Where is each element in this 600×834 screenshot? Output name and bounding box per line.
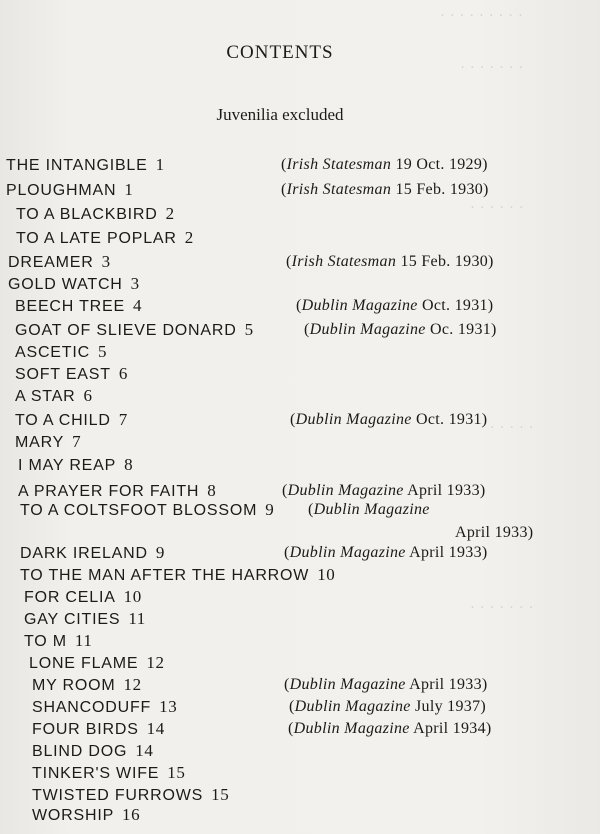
poem-title: TO A BLACKBIRD bbox=[16, 206, 158, 223]
poem-title: SOFT EAST bbox=[15, 366, 111, 383]
publication-date: 15 Feb. 1930) bbox=[400, 253, 494, 270]
page-number: 1 bbox=[124, 180, 134, 199]
publication-name: Irish Statesman bbox=[291, 253, 397, 270]
page-number: 2 bbox=[184, 228, 194, 247]
toc-entry bbox=[20, 500, 274, 521]
publication-date: Oct. 1931) bbox=[416, 411, 488, 428]
page-number: 6 bbox=[118, 364, 128, 383]
toc-entry bbox=[20, 565, 335, 586]
toc-entry bbox=[16, 204, 175, 225]
open-paren: ( bbox=[286, 253, 292, 270]
toc-entry bbox=[32, 741, 153, 762]
publication-source bbox=[282, 481, 486, 501]
poem-title: FOUR BIRDS bbox=[32, 721, 139, 738]
open-paren: ( bbox=[284, 676, 290, 693]
page-number: 4 bbox=[132, 296, 143, 315]
page-number: 12 bbox=[123, 675, 142, 694]
poem-title: WORSHIP bbox=[32, 807, 115, 824]
page-number: 8 bbox=[207, 481, 217, 500]
publication-name: Dublin Magazine bbox=[309, 321, 426, 338]
toc-entry bbox=[24, 631, 92, 652]
publication-source bbox=[284, 675, 488, 695]
page-number: 7 bbox=[118, 410, 128, 429]
poem-title: TO M bbox=[24, 633, 67, 650]
poem-title: MARY bbox=[15, 434, 65, 451]
publication-date: April 1933) bbox=[409, 544, 488, 561]
publication-name: Dublin Magazine bbox=[287, 482, 404, 499]
poem-title: MY ROOM bbox=[32, 677, 116, 694]
publication-name: Dublin Magazine bbox=[289, 544, 406, 561]
page-number: 5 bbox=[244, 320, 254, 339]
open-paren: ( bbox=[290, 411, 296, 428]
open-paren: ( bbox=[282, 482, 288, 499]
show-through-text: · · · · · · bbox=[480, 420, 535, 436]
poem-title: PLOUGHMAN bbox=[6, 182, 117, 199]
publication-source bbox=[304, 320, 497, 340]
toc-entry bbox=[32, 675, 142, 696]
poem-title: LONE FLAME bbox=[29, 655, 139, 672]
toc-entry bbox=[32, 719, 165, 740]
poem-title: THE INTANGIBLE bbox=[6, 157, 148, 174]
poem-title: GOLD WATCH bbox=[8, 276, 123, 293]
open-paren: ( bbox=[281, 156, 287, 173]
page-number: 2 bbox=[165, 204, 175, 223]
open-paren: ( bbox=[304, 321, 310, 338]
toc-entry bbox=[15, 342, 107, 363]
toc-entry bbox=[29, 653, 165, 674]
publication-source bbox=[288, 719, 492, 739]
toc-entry bbox=[6, 180, 133, 201]
publication-date: April 1934) bbox=[413, 720, 492, 737]
page-number: 9 bbox=[265, 500, 275, 519]
page-number: 3 bbox=[101, 252, 111, 271]
publication-name: Dublin Magazine bbox=[293, 720, 410, 737]
toc-entry bbox=[15, 364, 128, 385]
poem-title: ASCETIC bbox=[15, 344, 90, 361]
open-paren: ( bbox=[308, 501, 314, 518]
poem-title: TO THE MAN AFTER THE HARROW bbox=[20, 567, 310, 584]
toc-entry bbox=[15, 410, 128, 431]
page-number: 15 bbox=[167, 763, 186, 782]
toc-entry bbox=[32, 763, 185, 784]
page-number: 6 bbox=[83, 386, 93, 405]
poem-title: GAY CITIES bbox=[24, 611, 121, 628]
publication-name: Irish Statesman bbox=[286, 181, 392, 198]
page-subtitle: Juvenilia excluded bbox=[216, 105, 344, 124]
toc-entry bbox=[16, 228, 194, 249]
page-number: 8 bbox=[124, 455, 134, 474]
publication-date: 19 Oct. 1929) bbox=[395, 156, 488, 173]
open-paren: ( bbox=[281, 181, 287, 198]
page-number: 14 bbox=[135, 741, 154, 760]
publication-date: April 1933) bbox=[409, 676, 488, 693]
poem-title: TO A COLTSFOOT BLOSSOM bbox=[20, 502, 258, 519]
poem-title: TINKER'S WIFE bbox=[32, 765, 160, 782]
poem-title: GOAT OF SLIEVE DONARD bbox=[15, 322, 237, 339]
page-number: 9 bbox=[155, 543, 165, 562]
page-number: 3 bbox=[130, 274, 140, 293]
publication-date: 15 Feb. 1930) bbox=[395, 181, 489, 198]
page-number: 13 bbox=[159, 697, 178, 716]
show-through-text: · · · · · · · bbox=[460, 60, 524, 76]
toc-entry bbox=[15, 432, 81, 453]
page-number: 14 bbox=[146, 719, 165, 738]
open-paren: ( bbox=[288, 720, 294, 737]
publication-source bbox=[284, 543, 488, 563]
poem-title: DARK IRELAND bbox=[20, 545, 148, 562]
publication-date: July 1937) bbox=[415, 698, 486, 715]
page-number: 12 bbox=[146, 653, 165, 672]
poem-title: TO A CHILD bbox=[15, 412, 111, 429]
poem-title: BEECH TREE bbox=[15, 298, 125, 315]
page-number: 15 bbox=[211, 785, 230, 804]
page-number: 7 bbox=[72, 432, 82, 451]
show-through-text: · · · · · · · bbox=[470, 600, 534, 616]
poem-title: DREAMER bbox=[8, 254, 94, 271]
toc-entry bbox=[24, 587, 142, 608]
publication-date: Oct. 1931) bbox=[422, 297, 494, 314]
poem-title: FOR CELIA bbox=[24, 589, 116, 606]
publication-name: Dublin Magazine bbox=[295, 411, 412, 428]
open-paren: ( bbox=[296, 297, 302, 314]
toc-entry bbox=[8, 274, 140, 295]
publication-source bbox=[286, 252, 494, 272]
publication-source bbox=[290, 410, 487, 430]
publication-source bbox=[296, 296, 493, 316]
page-number: 11 bbox=[128, 609, 146, 628]
page-number: 5 bbox=[97, 342, 108, 361]
publication-name: Dublin Magazine bbox=[294, 698, 411, 715]
toc-entry bbox=[20, 543, 165, 564]
poem-title: TO A LATE POPLAR bbox=[16, 230, 177, 247]
page-number: 16 bbox=[122, 805, 141, 824]
page-number: 11 bbox=[74, 631, 93, 650]
poem-title: I MAY REAP bbox=[18, 457, 117, 474]
poem-title: A PRAYER FOR FAITH bbox=[18, 483, 200, 500]
toc-entry bbox=[24, 609, 146, 630]
page-number: 10 bbox=[123, 587, 142, 606]
publication-name: Dublin Magazine bbox=[313, 501, 430, 518]
toc-entry bbox=[15, 320, 254, 341]
publication-source bbox=[281, 155, 488, 175]
publication-name: Irish Statesman bbox=[286, 156, 392, 173]
poem-title: BLIND DOG bbox=[32, 743, 128, 760]
show-through-text: · · · · · · bbox=[470, 200, 525, 216]
toc-entry bbox=[15, 296, 142, 317]
toc-entry bbox=[18, 455, 133, 476]
toc-entry bbox=[6, 155, 165, 176]
page-number: 1 bbox=[155, 155, 165, 174]
publication-source bbox=[289, 697, 486, 717]
publication-date-continued: April 1933) bbox=[455, 524, 534, 541]
toc-entry bbox=[32, 697, 177, 718]
publication-source bbox=[281, 180, 489, 200]
publication-date: Oc. 1931) bbox=[430, 321, 497, 338]
publication-date: April 1933) bbox=[407, 482, 486, 499]
toc-entry bbox=[15, 386, 93, 407]
poem-title: A STAR bbox=[15, 388, 76, 405]
publication-name: Dublin Magazine bbox=[289, 676, 406, 693]
open-paren: ( bbox=[289, 698, 295, 715]
toc-entry bbox=[32, 785, 229, 806]
open-paren: ( bbox=[284, 544, 290, 561]
toc-entry bbox=[18, 481, 216, 502]
publication-name: Dublin Magazine bbox=[301, 297, 418, 314]
poem-title: SHANCODUFF bbox=[32, 699, 152, 716]
page-title: CONTENTS bbox=[226, 42, 334, 63]
poem-title: TWISTED FURROWS bbox=[32, 787, 204, 804]
toc-entry bbox=[8, 252, 111, 273]
publication-source bbox=[308, 500, 430, 520]
show-through-text: · · · · · · · · · bbox=[440, 8, 524, 24]
page-number: 10 bbox=[317, 565, 336, 584]
toc-entry bbox=[32, 805, 140, 826]
